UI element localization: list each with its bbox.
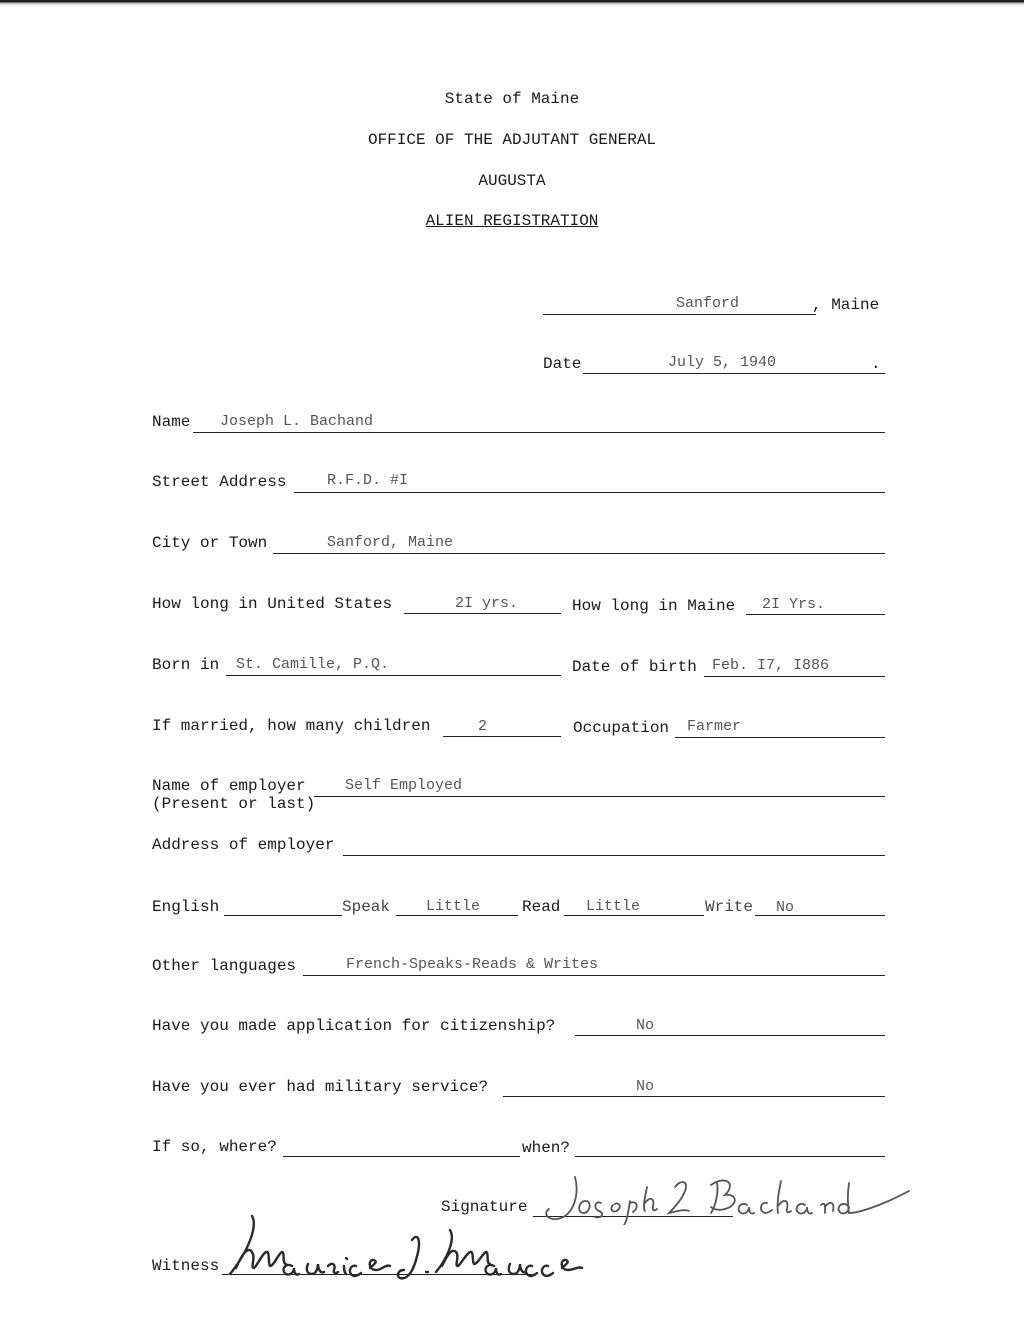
speak-line <box>396 915 518 916</box>
speak-value: Little <box>426 898 481 915</box>
children-label: If married, how many children <box>152 717 431 735</box>
when-label: when? <box>522 1139 571 1157</box>
us-time-line <box>404 613 561 614</box>
employer-address-line <box>343 855 885 856</box>
citizenship-label: Have you made application for citizenship? <box>152 1017 556 1035</box>
read-value: Little <box>586 898 641 915</box>
witness-label: Witness <box>152 1257 220 1275</box>
where-line <box>283 1156 520 1157</box>
other-languages-line <box>303 975 885 976</box>
maine-time-label: How long in Maine <box>572 597 736 615</box>
signature-handwriting <box>535 1165 920 1225</box>
born-label: Born in <box>152 656 220 674</box>
name-label: Name <box>152 413 191 431</box>
military-line <box>503 1096 885 1097</box>
city-value: Sanford, Maine <box>327 534 454 551</box>
date-end: . <box>871 355 881 373</box>
born-value: St. Camille, P.Q. <box>236 656 390 673</box>
other-languages-label: Other languages <box>152 957 297 975</box>
where-label: If so, where? <box>152 1138 277 1156</box>
paper-edge <box>0 0 1024 6</box>
military-value: No <box>636 1078 655 1095</box>
employer-address-label: Address of employer <box>152 836 335 854</box>
city-line <box>273 553 885 554</box>
date-line <box>583 373 885 374</box>
children-line <box>443 736 561 737</box>
write-label: Write <box>705 898 754 916</box>
occupation-value: Farmer <box>687 718 742 735</box>
us-time-label: How long in United States <box>152 595 393 613</box>
military-label: Have you ever had military service? <box>152 1078 489 1096</box>
speak-label: Speak <box>342 898 391 916</box>
form-title <box>0 212 1024 230</box>
children-value: 2 <box>478 718 488 735</box>
read-line <box>564 915 704 916</box>
citizenship-line <box>575 1035 885 1036</box>
employer-value: Self Employed <box>345 777 463 794</box>
header-city: AUGUSTA <box>478 172 546 190</box>
header-state: State of Maine <box>444 90 580 108</box>
header-office: OFFICE OF THE ADJUTANT GENERAL <box>367 131 657 149</box>
maine-time-line <box>746 614 885 615</box>
date-label: Date <box>543 355 582 373</box>
dob-label: Date of birth <box>572 658 697 676</box>
english-line <box>224 915 342 916</box>
date-value: July 5, 1940 <box>668 354 777 371</box>
street-value: R.F.D. #I <box>327 472 409 489</box>
occupation-label: Occupation <box>573 719 670 737</box>
place-suffix: , Maine <box>812 296 880 314</box>
employer-label: Name of employer <box>152 777 306 795</box>
street-label: Street Address <box>152 473 287 491</box>
occupation-line <box>675 737 885 738</box>
name-value: Joseph L. Bachand <box>220 413 374 430</box>
us-time-value: 2I yrs. <box>455 595 519 612</box>
born-line <box>226 675 561 676</box>
dob-line <box>704 676 885 677</box>
citizenship-value: No <box>636 1017 655 1034</box>
name-line <box>193 432 885 433</box>
street-line <box>294 492 885 493</box>
place-line <box>543 314 816 315</box>
employer-sublabel: (Present or last) <box>152 795 316 813</box>
signature-label: Signature <box>441 1198 528 1216</box>
maine-time-value: 2I Yrs. <box>762 596 826 613</box>
write-value: No <box>776 899 795 916</box>
city-label: City or Town <box>152 534 268 552</box>
read-label: Read <box>522 898 561 916</box>
dob-value: Feb. I7, I886 <box>712 657 830 674</box>
witness-handwriting <box>212 1210 592 1290</box>
english-label: English <box>152 898 220 916</box>
write-line <box>755 915 885 916</box>
employer-line <box>314 796 885 797</box>
place-value: Sanford <box>676 295 740 312</box>
when-line <box>575 1156 885 1157</box>
other-languages-value: French-Speaks-Reads & Writes <box>346 956 599 973</box>
form-title-text: ALIEN REGISTRATION <box>425 212 599 230</box>
